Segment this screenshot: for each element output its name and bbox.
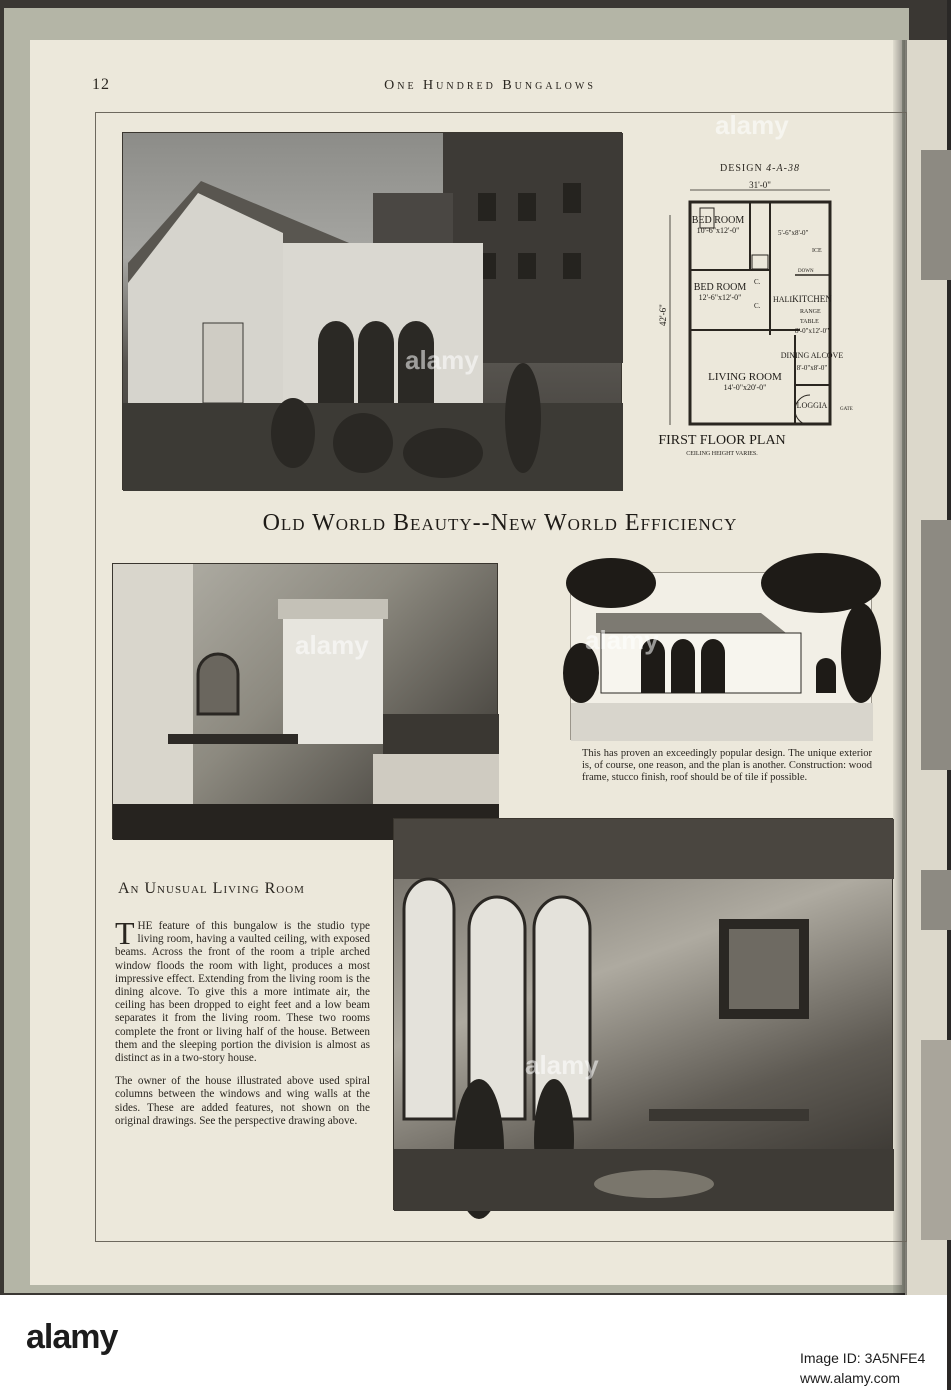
plan-kitchen-size: 8'-0"x12'-0" (795, 327, 829, 335)
living-room-photo (393, 818, 893, 1210)
floor-plan (660, 180, 860, 460)
adjacent-page-plan-fragment (921, 150, 951, 280)
stock-url: www.alamy.com (800, 1370, 901, 1386)
stock-logo: alamy (26, 1318, 118, 1356)
plan-room-dining-alcove: DINING ALCOVE (780, 351, 844, 360)
plan-room-hall: HALL (773, 295, 795, 304)
adjacent-page-plan-fragment-2 (921, 1040, 951, 1240)
plan-depth-dim: 42'-6" (658, 304, 668, 326)
watermark: alamy (715, 110, 789, 140)
article-body (115, 915, 370, 1138)
page-number: 12 (92, 76, 110, 93)
adjacent-page-photo-fragment (921, 520, 951, 770)
section-heading: An Unusual Living Room (118, 880, 305, 897)
watermark: alamy (585, 625, 659, 655)
design-code: 4-A-38 (766, 163, 800, 174)
plan-room-living-size: 14'-0"x20'-0" (723, 383, 767, 392)
plan-ice-label: ICE (812, 248, 822, 254)
perspective-sketch-illustration (571, 573, 873, 741)
plan-closet-b: C. (754, 302, 761, 310)
plan-room-dining-size: 8'-0"x8'-0" (796, 364, 828, 372)
design-label-prefix: DESIGN (720, 163, 763, 174)
headline: Old World Beauty--New World Efficiency (262, 510, 738, 536)
plan-room-living: LIVING ROOM (708, 371, 782, 383)
design-label (720, 163, 800, 174)
article-paragraph-2: The owner of the house illustrated above used spiral columns between the windows and wing walls at the sides. These are added features, not shown on the original drawings. See the perspective drawing above. (115, 1075, 370, 1127)
adjacent-page-photo-fragment-2 (921, 870, 951, 930)
plan-room-bedroom-1-size: 10'-6"x12'-0" (696, 226, 740, 235)
plan-width-dim: 31'-0" (749, 180, 771, 190)
bedroom-photo-illustration (113, 564, 499, 840)
plan-room-range: RANGE (800, 309, 821, 315)
plan-down-label: DOWN (798, 269, 814, 274)
watermark: alamy (405, 345, 479, 375)
plan-closet-a: C. (754, 278, 761, 286)
plan-gate-label: GATE (840, 407, 853, 412)
drop-cap: T (115, 915, 135, 951)
plan-room-kitchen: KITCHEN (792, 294, 832, 304)
plan-bath-size: 5'-6"x8'-0" (778, 229, 809, 237)
watermark: alamy (295, 630, 369, 660)
article-paragraph-1-text: HE feature of this bungalow is the studio type living room, having a vaulted ceiling, with exposed beams. Across the front of the room a triple arched window floods the room with light, produces a most impressive effect. Extending from the living room is the dining alcove. To give this a more intimate air, the ceiling has been dropped to eight feet and a low beam separates it from the living room. These two rooms complete the front or living half of the house. Between them and the sleeping portion the division is almost as distinct as in a two-story house. (115, 920, 370, 1065)
plan-room-table: TABLE (800, 319, 819, 325)
perspective-sketch (570, 572, 872, 740)
sketch-caption: This has proven an exceedingly popular design. The unique exterior is, of course, one reason, and the plan is another. Construction: wood frame, stucco finish, roof should be of tile if possible. (582, 748, 872, 783)
plan-room-bedroom-2: BED ROOM (693, 282, 747, 293)
bedroom-photo (112, 563, 498, 839)
adjacent-page-edge (905, 40, 947, 1295)
plan-room-bedroom-2-size: 12'-6"x12'-0" (698, 293, 742, 302)
running-head: One Hundred Bungalows (384, 78, 596, 93)
plan-title: FIRST FLOOR PLAN (658, 433, 786, 448)
article-paragraph-1 (115, 915, 370, 1065)
stock-image-id: Image ID: 3A5NFE4 (800, 1350, 926, 1366)
plan-subtitle: CEILING HEIGHT VARIES. (686, 451, 758, 457)
living-room-photo-illustration (394, 819, 894, 1211)
exterior-photo-illustration (123, 133, 623, 491)
watermark: alamy (525, 1050, 599, 1080)
plan-room-loggia: LOGGIA (796, 401, 828, 410)
exterior-photo (122, 132, 622, 490)
plan-room-bedroom-1: BED ROOM (691, 215, 745, 226)
